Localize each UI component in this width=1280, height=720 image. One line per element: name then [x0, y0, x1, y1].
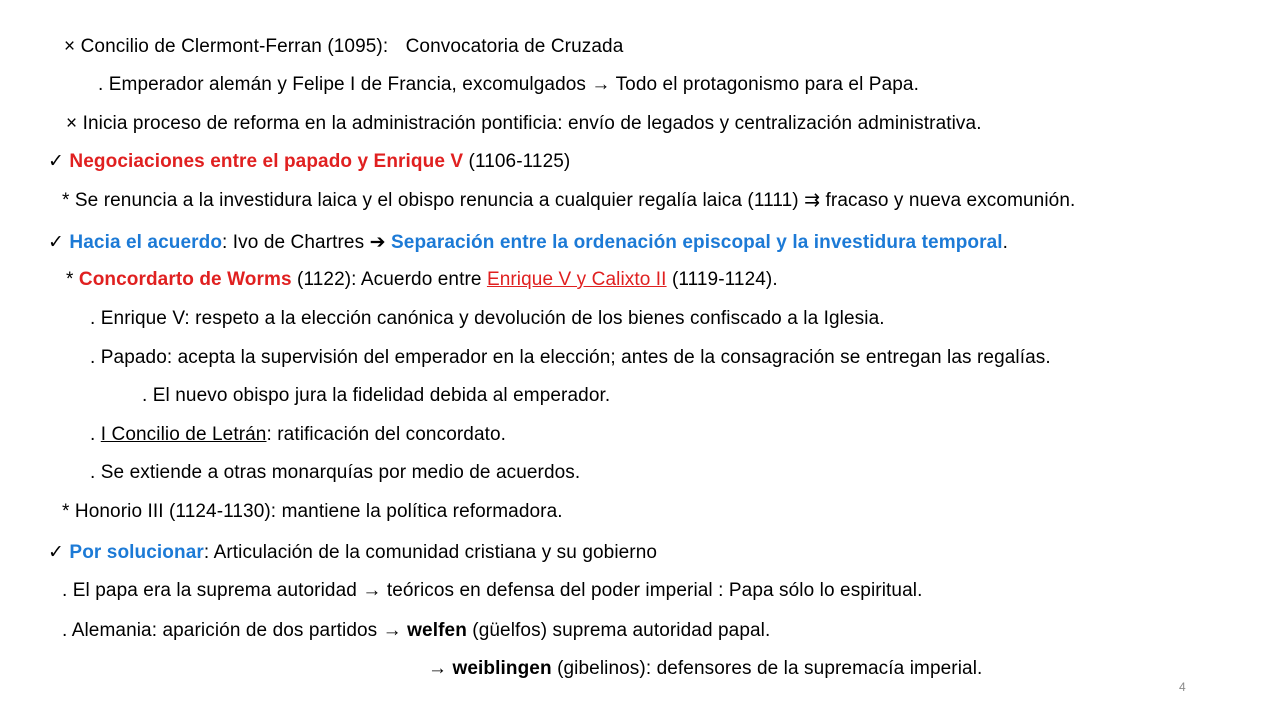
text: * — [66, 269, 79, 290]
highlight-text: Separación entre la ordenación episcopal y la investidura temporal — [391, 232, 1003, 253]
text: (gibelinos): defensores de la supremacía imperial. — [557, 658, 983, 679]
line-alemania — [62, 619, 770, 643]
line-enrique — [90, 307, 885, 331]
page-number: 4 — [1179, 680, 1186, 694]
arrow-right-icon: → — [382, 620, 402, 641]
text: mantiene la política reformadora. — [281, 501, 563, 522]
text: Inicia proceso de reforma en la administración pontificia: envío de legados y centralización administrativa. — [82, 113, 982, 134]
line-papado — [90, 346, 1051, 370]
line-papa-autoridad — [62, 579, 922, 603]
heading-text: Concordarto de Worms — [78, 269, 292, 290]
line-honorio — [62, 500, 563, 524]
text: Concilio de Clermont-Ferran (1095): — [80, 36, 389, 57]
line-letran — [90, 423, 506, 447]
line-clermont — [64, 35, 623, 59]
line-worms — [66, 268, 778, 292]
arrow-right-icon: ➔ — [369, 232, 386, 253]
text: : ratificación del concordato. — [266, 424, 507, 445]
text: Convocatoria de Cruzada — [405, 36, 624, 57]
text: (1106-1125) — [468, 151, 571, 172]
text: (1119-1124). — [671, 269, 778, 290]
cross-bullet-icon: × — [66, 113, 78, 134]
check-bullet-icon: ✓ — [48, 232, 65, 253]
heading-text: Por solucionar — [69, 542, 204, 563]
line-acuerdo — [48, 231, 1008, 255]
underlined-text: I Concilio de Letrán — [100, 424, 267, 445]
arrow-right-icon: → — [591, 74, 611, 95]
text: . Alemania: aparición de dos partidos — [62, 620, 378, 641]
text: . Emperador alemán y Felipe I de Francia, excomulgados — [98, 74, 587, 95]
cross-bullet-icon: × — [64, 36, 76, 57]
line-obispo — [142, 384, 610, 408]
text: * Se renuncia a la investidura laica y el obispo renuncia a cualquier regalía laica (1111) — [62, 190, 799, 211]
arrow-right-icon: → — [362, 580, 382, 601]
arrow-right-icon: → — [428, 658, 448, 679]
text: . Enrique V: respeto a la elección canónica y devolución de los bienes confiscado a la Iglesia. — [90, 308, 885, 329]
text: . — [90, 424, 101, 445]
text: Todo el protagonismo para el Papa. — [615, 74, 919, 95]
underlined-red-text: Enrique V y Calixto II — [486, 269, 667, 290]
line-solucionar — [48, 541, 657, 565]
line-weiblingen — [428, 657, 982, 681]
text: . Papado: acepta la supervisión del emperador en la elección; antes de la consagración se entregan las regalías. — [90, 347, 1051, 368]
text: . El papa era la suprema autoridad — [62, 580, 357, 601]
check-bullet-icon: ✓ — [48, 151, 65, 172]
line-emperador — [98, 73, 919, 97]
line-renuncia — [62, 189, 1075, 213]
text: fracaso y nueva excomunión. — [825, 190, 1076, 211]
text: teóricos en defensa del poder imperial : Papa sólo lo espiritual. — [386, 580, 923, 601]
heading-text: Hacia el acuerdo — [69, 232, 223, 253]
text: . El nuevo obispo jura la fidelidad debida al emperador. — [142, 385, 611, 406]
text: : Articulación de la comunidad cristiana y su gobierno — [203, 542, 658, 563]
bold-term: weiblingen — [452, 658, 552, 679]
line-negociaciones — [48, 150, 570, 174]
line-monarquias — [90, 461, 580, 485]
text: Acuerdo entre — [360, 269, 482, 290]
double-arrow-icon: ⇉ — [804, 190, 821, 211]
line-reforma — [66, 112, 982, 136]
text: . Se extiende a otras monarquías por medio de acuerdos. — [90, 462, 581, 483]
text: . — [1002, 232, 1009, 253]
text: * Honorio III (1124-1130): — [62, 501, 277, 522]
text: (1122): — [297, 269, 357, 290]
heading-text: Negociaciones entre el papado y Enrique V — [69, 151, 464, 172]
check-bullet-icon: ✓ — [48, 542, 65, 563]
text: : Ivo de Chartres — [222, 232, 365, 253]
text: (güelfos) suprema autoridad papal. — [472, 620, 771, 641]
bold-term: welfen — [407, 620, 467, 641]
